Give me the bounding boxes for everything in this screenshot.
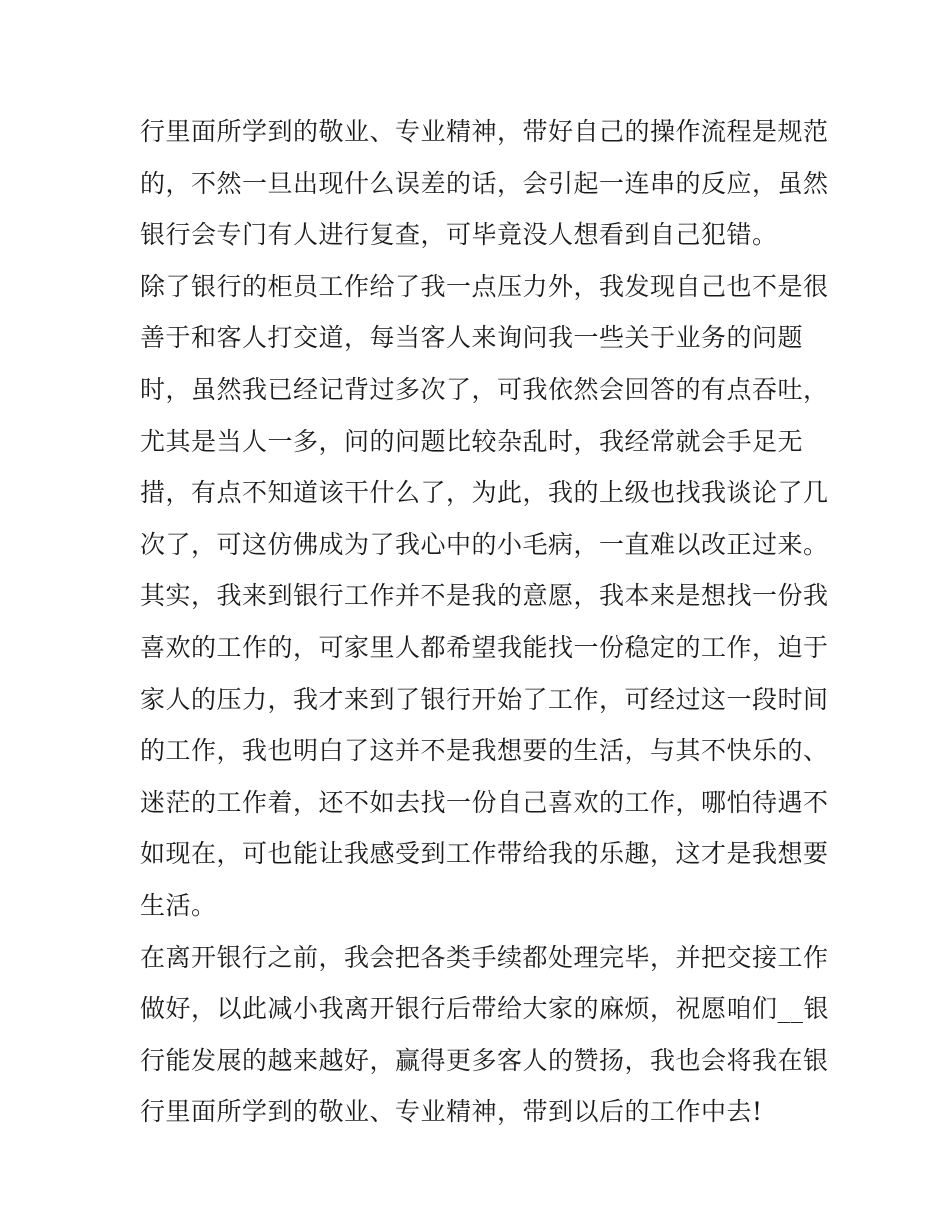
text-line: 时，虽然我已经记背过多次了，可我依然会回答的有点吞吐，: [140, 374, 829, 404]
text-line: 其实，我来到银行工作并不是我的意愿，我本来是想找一份我: [140, 581, 829, 611]
text-line: 次了，可这仿佛成为了我心中的小毛病，一直难以改正过来。: [140, 529, 829, 559]
text-line: 尤其是当人一多，问的问题比较杂乱时，我经常就会手足无: [140, 426, 804, 456]
text-line: 行能发展的越来越好，赢得更多客人的赞扬，我也会将我在银: [140, 1045, 829, 1075]
text-line: 做好，以此减小我离开银行后带给大家的麻烦，祝愿咱们__银: [140, 994, 830, 1024]
text-line: 迷茫的工作着，还不如去找一份自己喜欢的工作，哪怕待遇不: [140, 787, 829, 817]
text-line: 的工作，我也明白了这并不是我想要的生活，与其不快乐的、: [140, 736, 829, 766]
text-line: 生活。: [140, 890, 217, 920]
body-text: [140, 106, 830, 1138]
text-line: 如现在，可也能让我感受到工作带给我的乐趣，这才是我想要: [140, 839, 829, 869]
text-line: 措，有点不知道该干什么了，为此，我的上级也找我谈论了几: [140, 478, 829, 508]
text-line: 家人的压力，我才来到了银行开始了工作，可经过这一段时间: [140, 684, 829, 714]
text-line: 的，不然一旦出现什么误差的话，会引起一连串的反应，虽然: [140, 168, 829, 198]
text-line: 行里面所学到的敬业、专业精神，带到以后的工作中去!: [140, 1097, 763, 1127]
text-line: 行里面所学到的敬业、专业精神，带好自己的操作流程是规范: [140, 117, 829, 146]
text-line: 在离开银行之前，我会把各类手续都处理完毕，并把交接工作: [140, 942, 829, 972]
text-line: 银行会专门有人进行复查，可毕竟没人想看到自己犯错。: [140, 220, 778, 250]
text-line: 除了银行的柜员工作给了我一点压力外，我发现自己也不是很: [140, 271, 829, 301]
text-line: 善于和客人打交道，每当客人来询问我一些关于业务的问题: [140, 323, 804, 353]
text-line: 喜欢的工作的，可家里人都希望我能找一份稳定的工作，迫于: [140, 632, 829, 662]
